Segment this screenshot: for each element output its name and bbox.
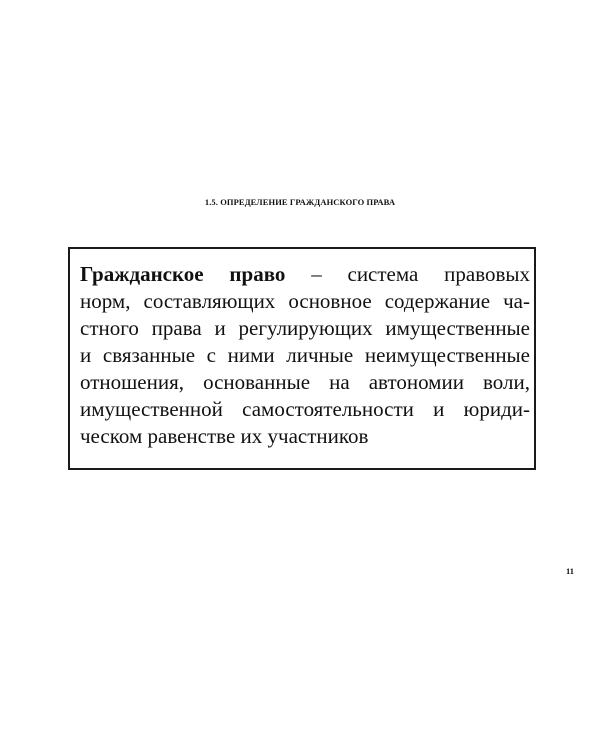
definition-line-1-rest: – система правовых xyxy=(285,262,530,286)
definition-line-7: ческом равенстве их участников xyxy=(80,424,369,448)
definition-line-2: норм, составляющих основное содержание ча- xyxy=(80,289,530,313)
definition-box xyxy=(68,247,536,470)
definition-line-5: отношения, основанные на автономии воли, xyxy=(80,370,530,394)
definition-line-4: и связанные с ними личные неимущественные xyxy=(80,343,530,367)
section-title: 1.5. ОПРЕДЕЛЕНИЕ ГРАЖДАНСКОГО ПРАВА xyxy=(204,197,396,207)
definition-text xyxy=(80,261,530,450)
definition-line-3: стного права и регулирующих имущественные xyxy=(80,316,530,340)
page-number: 11 xyxy=(566,566,575,576)
definition-line-6: имущественной самостоятельности и юриди- xyxy=(80,397,530,421)
definition-term: Гражданское право xyxy=(80,262,286,286)
definition-line-1 xyxy=(80,261,530,288)
